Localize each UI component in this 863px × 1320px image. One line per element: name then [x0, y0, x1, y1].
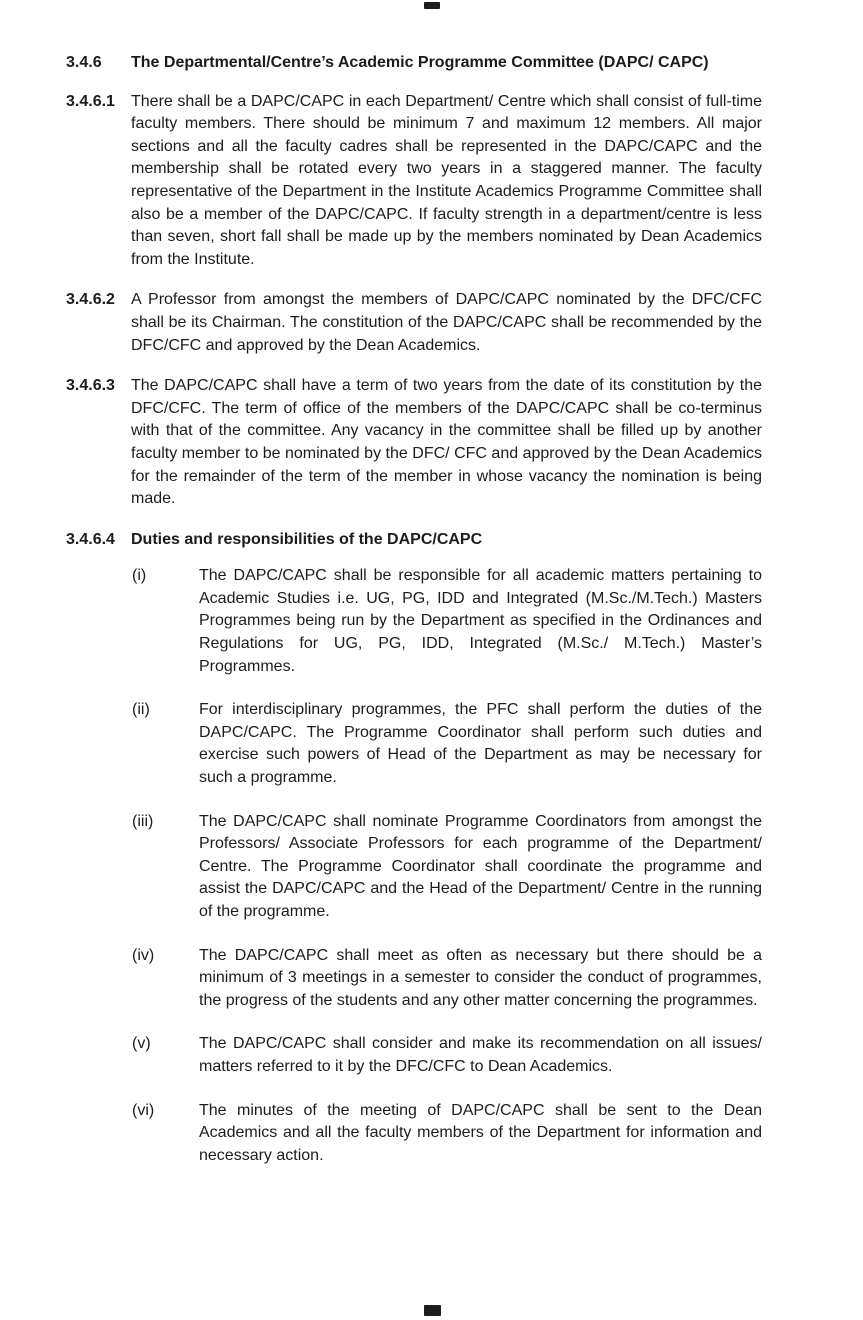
list-item-text: The DAPC/CAPC shall meet as often as necessary but there should be a minimum of 3 meetings in a semester to consider the conduct of programmes, the progress of the students and any other matter concerning the programmes. — [199, 946, 762, 1009]
list-item-vi — [66, 1100, 762, 1168]
clause-3-4-6-2 — [66, 289, 762, 357]
clause-number: 3.4.6.1 — [66, 92, 115, 110]
clause-text: The DAPC/CAPC shall have a term of two years from the date of its constitution by the DFC/CFC. The term of office of the members of the DAPC/CAPC shall be co-terminus with that of the committee. Any vacancy in the committee shall be filled up by another faculty member to be nominated by the DFC/ CFC and approved by the Dean Academics for the remainder of the term of the member in whose vacancy the nomination is being made. — [131, 377, 762, 508]
clause-3-4-6-3 — [66, 375, 762, 511]
list-item-text: The minutes of the meeting of DAPC/CAPC shall be sent to the Dean Academics and all the faculty members of the Department for information and necessary action. — [199, 1101, 762, 1164]
page-header-fragment — [424, 2, 440, 9]
section-heading: Duties and responsibilities of the DAPC/CAPC — [131, 530, 483, 548]
list-item-label: (i) — [132, 567, 147, 585]
list-item-label: (ii) — [132, 701, 150, 719]
clause-number: 3.4.6.2 — [66, 291, 115, 309]
list-item-ii — [66, 699, 762, 789]
list-item-label: (vi) — [132, 1101, 155, 1119]
list-item-iii — [66, 811, 762, 924]
list-item-i — [66, 565, 762, 678]
list-item-label: (iii) — [132, 812, 154, 830]
list-item-v — [66, 1033, 762, 1078]
page-number-fragment — [424, 1305, 441, 1316]
list-item-text: The DAPC/CAPC shall consider and make its recommendation on all issues/ matters referred to it by the DFC/CFC to Dean Academics. — [199, 1035, 762, 1075]
section-3-4-6 — [66, 52, 762, 75]
list-item-iv — [66, 945, 762, 1013]
clause-number: 3.4.6.3 — [66, 377, 115, 395]
list-item-label: (v) — [132, 1035, 151, 1053]
clause-text: A Professor from amongst the members of DAPC/CAPC nominated by the DFC/CFC shall be its Chairman. The constitution of the DAPC/CAPC shall be recommended by the DFC/CFC and approved by the Dean Academics. — [131, 291, 762, 354]
section-3-4-6-4 — [66, 529, 762, 552]
section-number: 3.4.6 — [66, 54, 102, 71]
list-item-label: (iv) — [132, 946, 155, 964]
clause-3-4-6-1 — [66, 91, 762, 272]
section-heading: The Departmental/Centre’s Academic Programme Committee (DAPC/ CAPC) — [131, 54, 709, 71]
list-item-text: The DAPC/CAPC shall be responsible for all academic matters pertaining to Academic Studies i.e. UG, PG, IDD and Integrated (M.Sc./M.Tech.) Masters Programmes being run by the Department as specified in the Ordinances and Regulations for UG, PG, IDD, Integrated (M.Sc./ M.Tech.) Master’s Programmes. — [199, 567, 762, 675]
clause-text: There shall be a DAPC/CAPC in each Department/ Centre which shall consist of full-time faculty members. There should be minimum 7 and maximum 12 members. All major sections and all the faculty cadres shall be represented in the DAPC/CAPC and the membership shall be rotated every two years in a staggered manner. The faculty representative of the Department in the Institute Academics Programme Committee shall also be a member of the DAPC/CAPC. If faculty strength in a department/centre is less than seven, short fall shall be made up by the members nominated by Dean Academics from the Institute. — [131, 92, 762, 268]
section-number: 3.4.6.4 — [66, 530, 115, 548]
list-item-text: For interdisciplinary programmes, the PFC shall perform the duties of the DAPC/CAPC. The Programme Coordinator shall perform such duties and exercise such powers of Head of the Department as may be necessary for such a programme. — [199, 701, 762, 787]
list-item-text: The DAPC/CAPC shall nominate Programme Coordinators from amongst the Professors/ Associate Professors for each programme of the Department/ Centre. The Programme Coordinator shall coordinate the programme and assist the DAPC/CAPC and the Head of the Department/ Centre in the running of the programme. — [199, 812, 762, 920]
